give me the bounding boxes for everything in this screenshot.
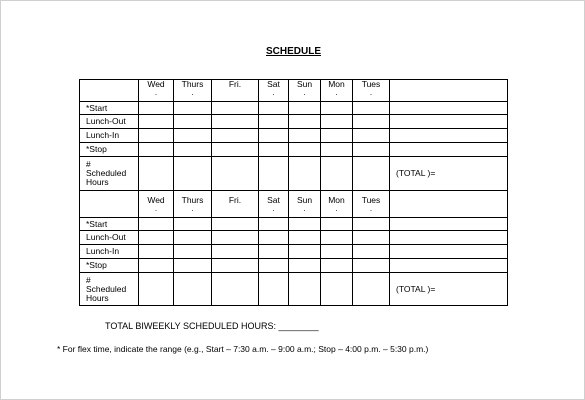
day-header-tues: Tues . bbox=[353, 80, 390, 102]
row-label-start: *Start bbox=[80, 102, 139, 115]
total-cell[interactable]: (TOTAL )= bbox=[390, 157, 508, 191]
row-label-stop: *Stop bbox=[80, 259, 139, 273]
day-header-mon: Mon . bbox=[321, 191, 353, 218]
blank-header-cell bbox=[80, 191, 139, 218]
day-header-fri: Fri. bbox=[212, 191, 259, 218]
day-header-fri: Fri. bbox=[212, 80, 259, 102]
row-label-scheduled-hours: # Scheduled Hours bbox=[80, 273, 139, 306]
schedule-table-week-1 bbox=[79, 79, 508, 306]
biweekly-total-line: TOTAL BIWEEKLY SCHEDULED HOURS: ________ bbox=[105, 321, 319, 331]
row-label-stop: *Stop bbox=[80, 143, 139, 157]
day-header-thurs: Thurs . bbox=[174, 191, 212, 218]
day-header-tues: Tues . bbox=[353, 191, 390, 218]
table-row-lunch-out bbox=[80, 115, 508, 129]
row-label-lunch-in: Lunch-In bbox=[80, 129, 139, 143]
flex-time-footnote: * For flex time, indicate the range (e.g., Start – 7:30 a.m. – 9:00 a.m.; Stop – 4:00 p.m. – 5:30 p.m.) bbox=[57, 344, 429, 354]
day-header-thurs: Thurs . bbox=[174, 80, 212, 102]
day-header-mon: Mon . bbox=[321, 80, 353, 102]
table-row-start bbox=[80, 102, 508, 115]
row-label-scheduled-hours: # Scheduled Hours bbox=[80, 157, 139, 191]
day-header-sun: Sun . bbox=[289, 191, 321, 218]
table-row-lunch-out bbox=[80, 231, 508, 245]
table-row-scheduled-hours bbox=[80, 157, 508, 191]
day-header-wed: Wed . bbox=[139, 191, 174, 218]
row-label-start: *Start bbox=[80, 218, 139, 231]
row-label-lunch-out: Lunch-Out bbox=[80, 231, 139, 245]
table-row-lunch-in bbox=[80, 245, 508, 259]
header-row bbox=[80, 80, 508, 102]
day-header-sat: Sat . bbox=[259, 191, 289, 218]
schedule-title: SCHEDULE bbox=[265, 46, 321, 57]
blank-header-cell bbox=[390, 191, 508, 218]
day-header-wed: Wed . bbox=[139, 80, 174, 102]
header-row bbox=[80, 191, 508, 218]
table-row-stop bbox=[80, 143, 508, 157]
total-cell[interactable]: (TOTAL )= bbox=[390, 273, 508, 306]
row-label-lunch-in: Lunch-In bbox=[80, 245, 139, 259]
blank-header-cell bbox=[390, 80, 508, 102]
blank-header-cell bbox=[80, 80, 139, 102]
row-label-lunch-out: Lunch-Out bbox=[80, 115, 139, 129]
day-header-sat: Sat . bbox=[259, 80, 289, 102]
table-row-scheduled-hours bbox=[80, 273, 508, 306]
table-row-start bbox=[80, 218, 508, 231]
table-row-stop bbox=[80, 259, 508, 273]
table-row-lunch-in bbox=[80, 129, 508, 143]
day-header-sun: Sun . bbox=[289, 80, 321, 102]
